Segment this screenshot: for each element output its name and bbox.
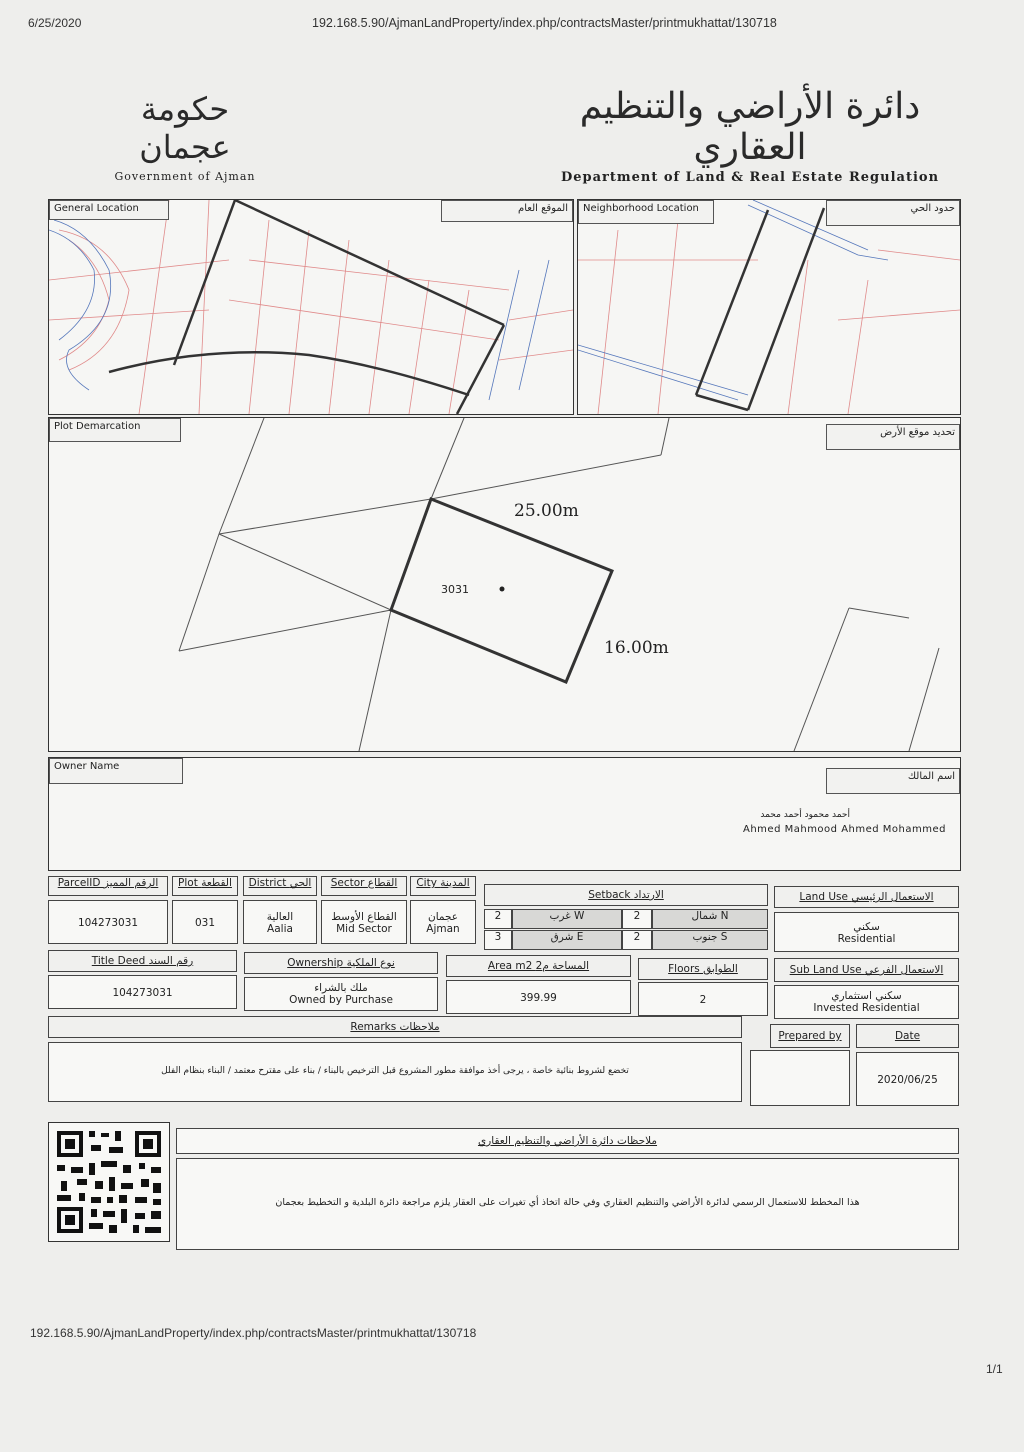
- setback-s-value: 2: [622, 930, 652, 950]
- title-deed-label: Title Deed رقم السند: [48, 950, 237, 972]
- government-arabic: حكومة عجمان: [139, 90, 231, 166]
- print-page-count: 1/1: [986, 1362, 1003, 1376]
- general-location-map-drawing: [49, 200, 573, 414]
- setback-s-label: جنوب S: [652, 930, 768, 950]
- dimension-length-label: 25.00m: [514, 501, 579, 521]
- neighborhood-location-map-drawing: [578, 200, 960, 414]
- department-english: Department of Land & Real Estate Regulation: [560, 170, 940, 185]
- department-logo: [560, 86, 940, 185]
- plot-value: 031: [172, 900, 238, 944]
- setback-n-value: 2: [622, 909, 652, 929]
- qr-code: [48, 1122, 170, 1242]
- dimension-width-label: 16.00m: [604, 638, 669, 658]
- sector-value: [321, 900, 407, 944]
- sub-land-use-value-english: Invested Residential: [813, 1002, 920, 1014]
- plot-demarcation-label-ar: تحديد موقع الأرض: [826, 424, 960, 450]
- government-english: Government of Ajman: [114, 170, 256, 183]
- ownership-value-arabic: ملك بالشراء: [314, 982, 368, 994]
- plot-number-label: 3031: [441, 583, 469, 596]
- remarks-text: تخضع لشروط بنائية خاصة ، يرجى أخذ موافقة مطور المشروع قبل الترخيص بالبناء / بناء على مقترح معتمد / البناء بنظام الفلل: [48, 1042, 742, 1102]
- plot-demarcation-label-en: Plot Demarcation: [49, 418, 181, 442]
- department-notes-text: هذا المخطط للاستعمال الرسمي لدائرة الأراضي والتنظيم العقاري وفي حالة اتخاذ أي تغيرات على العقار يلزم مراجعة دائرة البلدية و التخطيط بعجمان: [176, 1158, 959, 1250]
- department-notes-label: ملاحظات دائرة الأراضي والتنظيم العقاري: [176, 1128, 959, 1154]
- general-location-label-ar: الموقع العام: [441, 200, 573, 222]
- title-deed-value: 104273031: [48, 975, 237, 1009]
- district-value-english: Aalia: [267, 923, 293, 935]
- plot-demarcation-drawing: [49, 418, 960, 751]
- setback-w-label: غرب W: [512, 909, 622, 929]
- neighborhood-location-label-en: Neighborhood Location: [578, 200, 714, 224]
- neighborhood-location-map: [577, 199, 961, 415]
- date-value: 2020/06/25: [856, 1052, 959, 1106]
- owner-section: [48, 757, 961, 871]
- area-label: Area m2 المساحة م2: [446, 955, 631, 977]
- prepared-by-label: Prepared by: [770, 1024, 850, 1048]
- land-use-value-arabic: سكني: [853, 921, 880, 933]
- general-location-label-en: General Location: [49, 200, 169, 220]
- owner-name-arabic: أحمد محمود أحمد محمد: [760, 810, 850, 820]
- sector-value-arabic: القطاع الأوسط: [331, 911, 397, 923]
- sector-value-english: Mid Sector: [336, 923, 392, 935]
- general-location-map: [48, 199, 574, 415]
- print-url-top: 192.168.5.90/AjmanLandProperty/index.php/contractsMaster/printmukhattat/130718: [312, 16, 777, 30]
- remarks-label: Remarks ملاحظات: [48, 1016, 742, 1038]
- print-date: 6/25/2020: [28, 16, 82, 30]
- owner-name-english: Ahmed Mahmood Ahmed Mohammed: [743, 824, 946, 835]
- area-value: 399.99: [446, 980, 631, 1014]
- setback-e-label: شرق E: [512, 930, 622, 950]
- floors-value: 2: [638, 982, 768, 1016]
- setback-e-value: 3: [484, 930, 512, 950]
- parcel-id-label: ParcelID الرقم المميز: [48, 876, 168, 896]
- qr-code-image: [49, 1123, 169, 1241]
- owner-label-en: Owner Name: [49, 758, 183, 784]
- ownership-value-english: Owned by Purchase: [289, 994, 393, 1006]
- owner-label-ar: اسم المالك: [826, 768, 960, 794]
- land-use-value: [774, 912, 959, 952]
- district-value-arabic: العالية: [266, 911, 294, 923]
- neighborhood-location-label-ar: حدود الحي: [826, 200, 960, 226]
- setback-label: Setback الارتداد: [484, 884, 768, 906]
- plot-label: Plot القطعة: [172, 876, 238, 896]
- department-arabic: دائرة الأراضي والتنظيم العقاري: [579, 86, 921, 168]
- setback-w-value: 2: [484, 909, 512, 929]
- sector-label: Sector القطاع: [321, 876, 407, 896]
- land-use-label: Land Use الاستعمال الرئيسي: [774, 886, 959, 908]
- date-label: Date: [856, 1024, 959, 1048]
- government-logo: [100, 90, 270, 183]
- parcel-id-value: 104273031: [48, 900, 168, 944]
- city-value-english: Ajman: [426, 923, 460, 935]
- print-url-bottom: 192.168.5.90/AjmanLandProperty/index.php/contractsMaster/printmukhattat/130718: [30, 1326, 477, 1340]
- ownership-value: [244, 977, 438, 1011]
- sub-land-use-value-arabic: سكني استثماري: [831, 990, 902, 1002]
- floors-label: Floors الطوابق: [638, 958, 768, 980]
- prepared-by-value: [750, 1050, 850, 1106]
- district-value: [243, 900, 317, 944]
- city-value-arabic: عجمان: [427, 911, 459, 923]
- sub-land-use-label: Sub Land Use الاستعمال الفرعي: [774, 958, 959, 982]
- setback-n-label: شمال N: [652, 909, 768, 929]
- district-label: District الحي: [243, 876, 317, 896]
- city-label: City المدينة: [410, 876, 476, 896]
- land-use-value-english: Residential: [837, 933, 896, 945]
- ownership-label: Ownership نوع الملكية: [244, 952, 438, 974]
- city-value: [410, 900, 476, 944]
- plot-demarcation-map: [48, 417, 961, 752]
- sub-land-use-value: [774, 985, 959, 1019]
